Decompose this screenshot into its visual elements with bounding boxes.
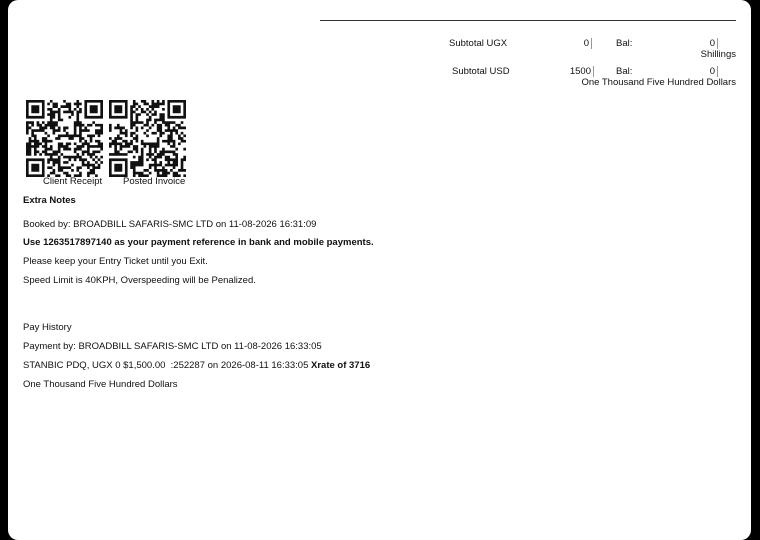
qr-code-icon [26,100,103,177]
entry-ticket-note: Please keep your Entry Ticket until you Exit. [23,256,208,267]
subtotal-usd-label: Subtotal USD [452,66,510,77]
bal-usd-value: 0 [648,66,718,78]
extra-notes-heading: Extra Notes [23,195,76,206]
top-divider [320,20,736,21]
receipt-page [8,0,751,540]
bal-usd-label: Bal: [616,66,633,77]
usd-amount-words: One Thousand Five Hundred Dollars [581,77,736,88]
subtotal-ugx-label: Subtotal UGX [449,38,508,49]
ugx-amount-words: Shillings [700,49,736,60]
transaction-line [23,360,370,372]
posted-invoice-label: Posted Invoice [123,176,186,187]
payment-reference-line: Use 1263517897140 as your payment reference in bank and mobile payments. [23,237,374,248]
transaction-text: STANBIC PDQ, UGX 0 $1,500.00 :252287 on 2026-08-11 16:33:05 [23,360,311,371]
subtotal-ugx-amount: 0 [528,38,592,50]
bal-ugx-label: Bal: [616,38,633,49]
bal-ugx-value: 0 [648,38,718,50]
qr-code-icon [109,100,186,177]
booked-by-line: Booked by: BROADBILL SAFARIS-SMC LTD on 11-08-2026 16:31:09 [23,219,317,230]
speed-limit-note: Speed Limit is 40KPH, Overspeeding will be Penalized. [23,275,256,286]
payment-amount-words: One Thousand Five Hundred Dollars [23,379,178,390]
subtotal-usd-amount: 1500 [528,66,594,78]
pay-history-heading: Pay History [23,322,72,333]
xrate-text: Xrate of 3716 [311,360,371,371]
payment-by-line: Payment by: BROADBILL SAFARIS-SMC LTD on 11-08-2026 16:33:05 [23,341,322,352]
client-receipt-label: Client Receipt [43,176,103,187]
